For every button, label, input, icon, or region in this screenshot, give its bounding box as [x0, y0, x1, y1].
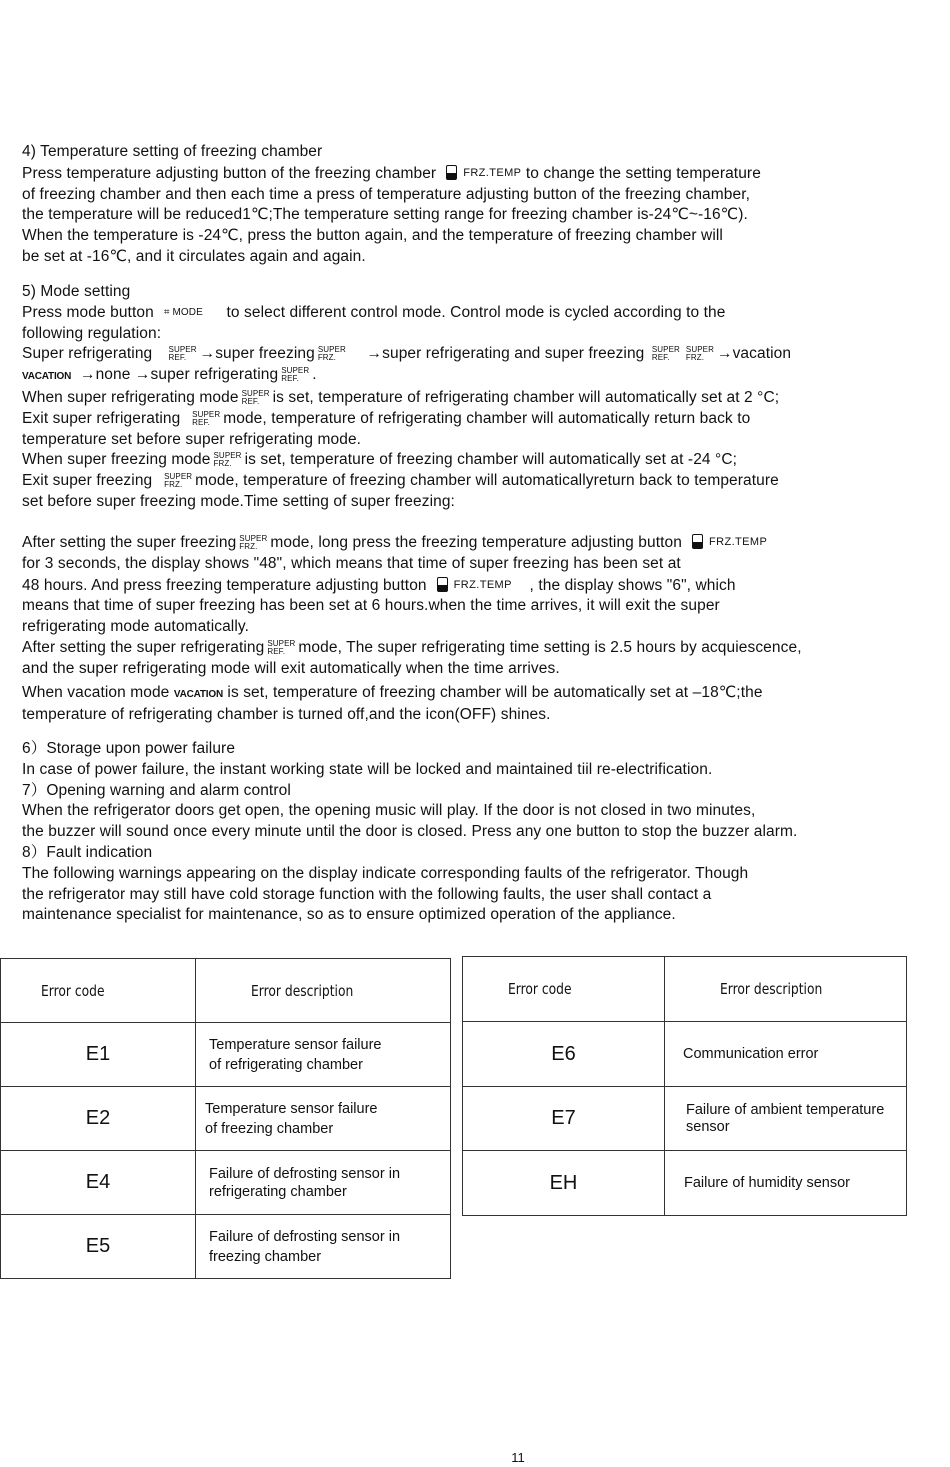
- section-title: 5) Mode setting: [22, 283, 131, 300]
- header-error-description: Error description: [720, 980, 823, 998]
- error-code-table-left: [0, 958, 451, 1279]
- header-error-code: Error code: [508, 980, 572, 998]
- error-code-cell: E4: [1, 1151, 196, 1215]
- paragraph-line: refrigerating mode automatically.: [22, 618, 250, 636]
- paragraph-line: After setting the super refrigerating SUPER REF. mode, The super refrigerating time setting is 2.5 hours by acquiescence,: [22, 638, 802, 656]
- paragraph-line: for 3 seconds, the display shows "48", which means that time of super freezing has been set at: [22, 554, 681, 572]
- error-code-cell: E7: [463, 1087, 665, 1151]
- table-row: [463, 1022, 907, 1087]
- paragraph-line: the refrigerator may still have cold storage function with the following faults, the user shall contact a: [22, 885, 712, 903]
- section-temperature-setting: [22, 142, 761, 268]
- table-row: [463, 1151, 907, 1216]
- frz-temp-label: FRZ.TEMP: [453, 578, 512, 591]
- super-ref-icon: SUPER REF.: [651, 345, 680, 363]
- paragraph-line: following regulation:: [22, 324, 162, 342]
- paragraph-line: 48 hours. And press freezing temperature adjusting button FRZ.TEMP , the display shows "6", which: [22, 576, 736, 594]
- paragraph-line: The following warnings appearing on the display indicate corresponding faults of the refrigerator. Though: [22, 864, 749, 882]
- freezer-button-icon: [446, 165, 457, 180]
- super-ref-icon: SUPER REF.: [281, 366, 310, 384]
- error-description-cell: Temperature sensor failure of refrigerating chamber: [196, 1023, 451, 1087]
- section-title: 4) Temperature setting of freezing chamber: [22, 143, 323, 160]
- arrow-icon: →: [716, 345, 733, 363]
- arrow-icon: →: [134, 366, 151, 384]
- error-code-cell: EH: [463, 1151, 665, 1216]
- error-code-cell: E6: [463, 1022, 665, 1087]
- paragraph-line: of freezing chamber and then each time a press of temperature adjusting button of the freezing chamber,: [22, 185, 751, 203]
- table-header-row: [463, 957, 907, 1022]
- paragraph-line: maintenance specialist for maintenance, so as to ensure optimized operation of the appliance.: [22, 906, 676, 924]
- section-mode-setting: [22, 282, 791, 513]
- paragraph-line: temperature set before super refrigerating mode.: [22, 430, 362, 448]
- paragraph-line: the temperature will be reduced1℃;The temperature setting range for freezing chamber is-24℃~-16℃).: [22, 206, 748, 224]
- mode-cycle-line: Super refrigerating SUPER REF. →super freezing SUPER FRZ. →super refrigerating and super freezing SUPER REF. SUPER FRZ. →vacation: [22, 345, 792, 363]
- paragraph-line: Press mode button ⌗ MODE to select different control mode. Control mode is cycled according to the: [22, 303, 726, 321]
- table-row: [1, 1215, 451, 1279]
- error-description-cell: Communication error: [665, 1022, 907, 1087]
- page-number: 11: [511, 1450, 525, 1465]
- paragraph-line: temperature of refrigerating chamber is turned off,and the icon(OFF) shines.: [22, 706, 551, 724]
- vacation-icon: VACATION: [173, 688, 223, 700]
- section-title: 6）Storage upon power failure: [22, 740, 236, 757]
- table-row: [1, 1151, 451, 1215]
- frz-temp-label: FRZ.TEMP: [463, 166, 522, 179]
- error-code-cell: E2: [1, 1087, 196, 1151]
- table-row: [463, 1087, 907, 1151]
- super-frz-icon: SUPER FRZ.: [239, 533, 268, 551]
- super-frz-icon: SUPER FRZ.: [317, 345, 346, 363]
- arrow-icon: →: [199, 345, 216, 363]
- super-ref-icon: SUPER REF.: [192, 409, 221, 427]
- super-ref-icon: SUPER REF.: [168, 345, 197, 363]
- section-power-failure-alarm-fault: [22, 739, 797, 926]
- vacation-icon: VACATION: [22, 371, 72, 383]
- error-code-cell: E5: [1, 1215, 196, 1279]
- super-frz-icon: SUPER FRZ.: [685, 345, 714, 363]
- arrow-icon: →: [366, 345, 383, 363]
- paragraph-line: Exit super refrigerating SUPER REF. mode, temperature of refrigerating chamber will automatically return back to: [22, 409, 751, 427]
- paragraph-line: and the super refrigerating mode will exit automatically when the time arrives.: [22, 659, 560, 677]
- table-header-row: [1, 959, 451, 1023]
- paragraph-line: When vacation mode VACATION is set, temperature of freezing chamber will be automatically set at –18℃;the: [22, 683, 763, 701]
- error-description-cell: Failure of ambient temperature sensor: [665, 1087, 907, 1151]
- error-description-cell: Temperature sensor failure of freezing chamber: [196, 1087, 451, 1151]
- paragraph-line: be set at -16℃, and it circulates again and again.: [22, 247, 366, 265]
- paragraph-line: After setting the super freezing SUPER FRZ. mode, long press the freezing temperature adjusting button FRZ.TEMP: [22, 533, 768, 551]
- error-description-cell: Failure of defrosting sensor in refrigerating chamber: [196, 1151, 451, 1215]
- freezer-button-icon: [692, 534, 703, 549]
- arrow-icon: →: [79, 366, 96, 384]
- frz-temp-label: FRZ.TEMP: [709, 536, 768, 548]
- super-ref-icon: SUPER REF.: [267, 638, 296, 656]
- table-row: [1, 1087, 451, 1151]
- paragraph-line: In case of power failure, the instant working state will be locked and maintained tiil re-electrification.: [22, 760, 713, 778]
- paragraph-line: Exit super freezing SUPER FRZ. mode, temperature of freezing chamber will automaticallyreturn back to temperature: [22, 472, 779, 490]
- error-description-cell: Failure of defrosting sensor in freezing chamber: [196, 1215, 451, 1279]
- header-error-code: Error code: [41, 981, 105, 1000]
- paragraph-line: When super refrigerating mode SUPER REF. is set, temperature of refrigerating chamber will automatically set at 2 °C;: [22, 388, 780, 406]
- header-error-description: Error description: [251, 981, 354, 1000]
- mode-cycle-line: VACATION →none →super refrigerating SUPER REF. .: [22, 366, 317, 384]
- section-title: 7）Opening warning and alarm control: [22, 781, 291, 799]
- error-code-table-right: [462, 956, 907, 1216]
- section-title: 8）Fault indication: [22, 843, 153, 861]
- super-frz-icon: SUPER FRZ.: [164, 472, 193, 490]
- paragraph-line: Press temperature adjusting button of the freezing chamber FRZ.TEMP to change the setting temperature: [22, 164, 761, 182]
- paragraph-line: means that time of super freezing has been set at 6 hours.when the time arrives, it will exit the super: [22, 597, 720, 615]
- paragraph-line: When the temperature is -24℃, press the button again, and the temperature of freezing chamber will: [22, 227, 723, 245]
- mode-icon: ⌗ MODE: [163, 306, 203, 318]
- paragraph-line: When super freezing mode SUPER FRZ. is set, temperature of freezing chamber will automatically set at -24 °C;: [22, 451, 738, 469]
- error-code-cell: E1: [1, 1023, 196, 1087]
- table-row: [1, 1023, 451, 1087]
- freezer-button-icon: [437, 577, 448, 592]
- error-description-cell: Failure of humidity sensor: [665, 1151, 907, 1216]
- super-ref-icon: SUPER REF.: [241, 388, 270, 406]
- super-frz-icon: SUPER FRZ.: [213, 451, 242, 469]
- paragraph-line: set before super freezing mode.Time setting of super freezing:: [22, 492, 455, 510]
- paragraph-line: When the refrigerator doors get open, the opening music will play. If the door is not closed in two minutes,: [22, 802, 756, 820]
- paragraph-line: the buzzer will sound once every minute until the door is closed. Press any one button to stop the buzzer alarm.: [22, 823, 798, 841]
- section-super-freezing-time: [22, 532, 802, 726]
